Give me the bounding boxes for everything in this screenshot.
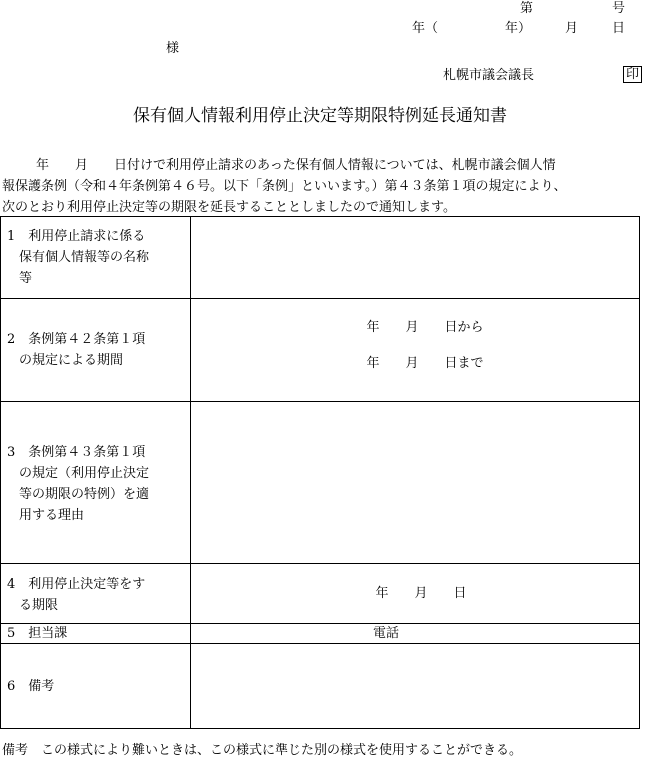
- label-line: る期限: [19, 598, 59, 613]
- row-value-1[interactable]: [191, 217, 640, 299]
- row-value-2[interactable]: [191, 299, 640, 402]
- table-row: [1, 402, 640, 564]
- phone-label: 電話: [373, 626, 400, 641]
- sender-name: 札幌市議会議長: [443, 68, 535, 83]
- table-row: [1, 299, 640, 402]
- period-start: 年 月 日から: [366, 320, 484, 335]
- row-value-4[interactable]: [191, 564, 640, 624]
- label-line: 1 利用停止請求に係る: [7, 229, 146, 244]
- table-row: [1, 217, 640, 299]
- number-dai: 第: [520, 1, 534, 16]
- date-era-year: 年）: [505, 21, 532, 36]
- label-line: 5 担当課: [7, 626, 68, 641]
- row-label-3: [1, 402, 191, 564]
- row-label-6: [1, 644, 191, 729]
- body-line-3: 次のとおり利用停止決定等の期限を延長することとしましたので通知します。: [2, 200, 456, 215]
- period-end: 年 月 日まで: [366, 356, 484, 371]
- label-line: 用する理由: [19, 508, 85, 523]
- row-value-5[interactable]: [191, 624, 640, 644]
- row-label-2: [1, 299, 191, 402]
- row-value-3[interactable]: [191, 402, 640, 564]
- date-month: 月: [565, 21, 579, 36]
- label-line: の規定による期間: [19, 353, 124, 368]
- seal-mark: 印: [623, 66, 642, 83]
- table-row: [1, 564, 640, 624]
- label-line: 等: [19, 271, 33, 286]
- addressee-sama: 様: [166, 41, 180, 56]
- row-label-5: [1, 624, 191, 644]
- date-year: 年（: [412, 21, 439, 36]
- label-line: 3 条例第４３条第１項: [7, 445, 146, 460]
- number-go: 号: [612, 1, 626, 16]
- date-day: 日: [612, 21, 626, 36]
- footer-note: 備考 この様式により難いときは、この様式に準じた別の様式を使用することができる。: [2, 743, 523, 758]
- row-label-4: [1, 564, 191, 624]
- label-line: 等の期限の特例）を適: [19, 487, 150, 502]
- label-line: 4 利用停止決定等をす: [7, 577, 146, 592]
- form-table: [0, 216, 640, 729]
- table-row: [1, 644, 640, 729]
- label-line: 2 条例第４２条第１項: [7, 332, 146, 347]
- deadline-date: 年 月 日: [375, 586, 467, 601]
- document-title: 保有個人情報利用停止決定等期限特例延長通知書: [133, 106, 507, 126]
- row-label-1: [1, 217, 191, 299]
- body-paragraph: [2, 155, 654, 218]
- body-line-2: 報保護条例（令和４年条例第４６号。以下「条例」といいます。）第４３条第１項の規定により、: [2, 179, 567, 194]
- label-line: の規定（利用停止決定: [19, 466, 150, 481]
- body-line-1: 年 月 日付けで利用停止請求のあった保有個人情報については、札幌市議会個人情: [36, 158, 556, 173]
- label-line: 保有個人情報等の名称: [19, 250, 150, 265]
- label-line: 6 備考: [7, 678, 55, 694]
- row-value-6[interactable]: [191, 644, 640, 729]
- table-row: [1, 624, 640, 644]
